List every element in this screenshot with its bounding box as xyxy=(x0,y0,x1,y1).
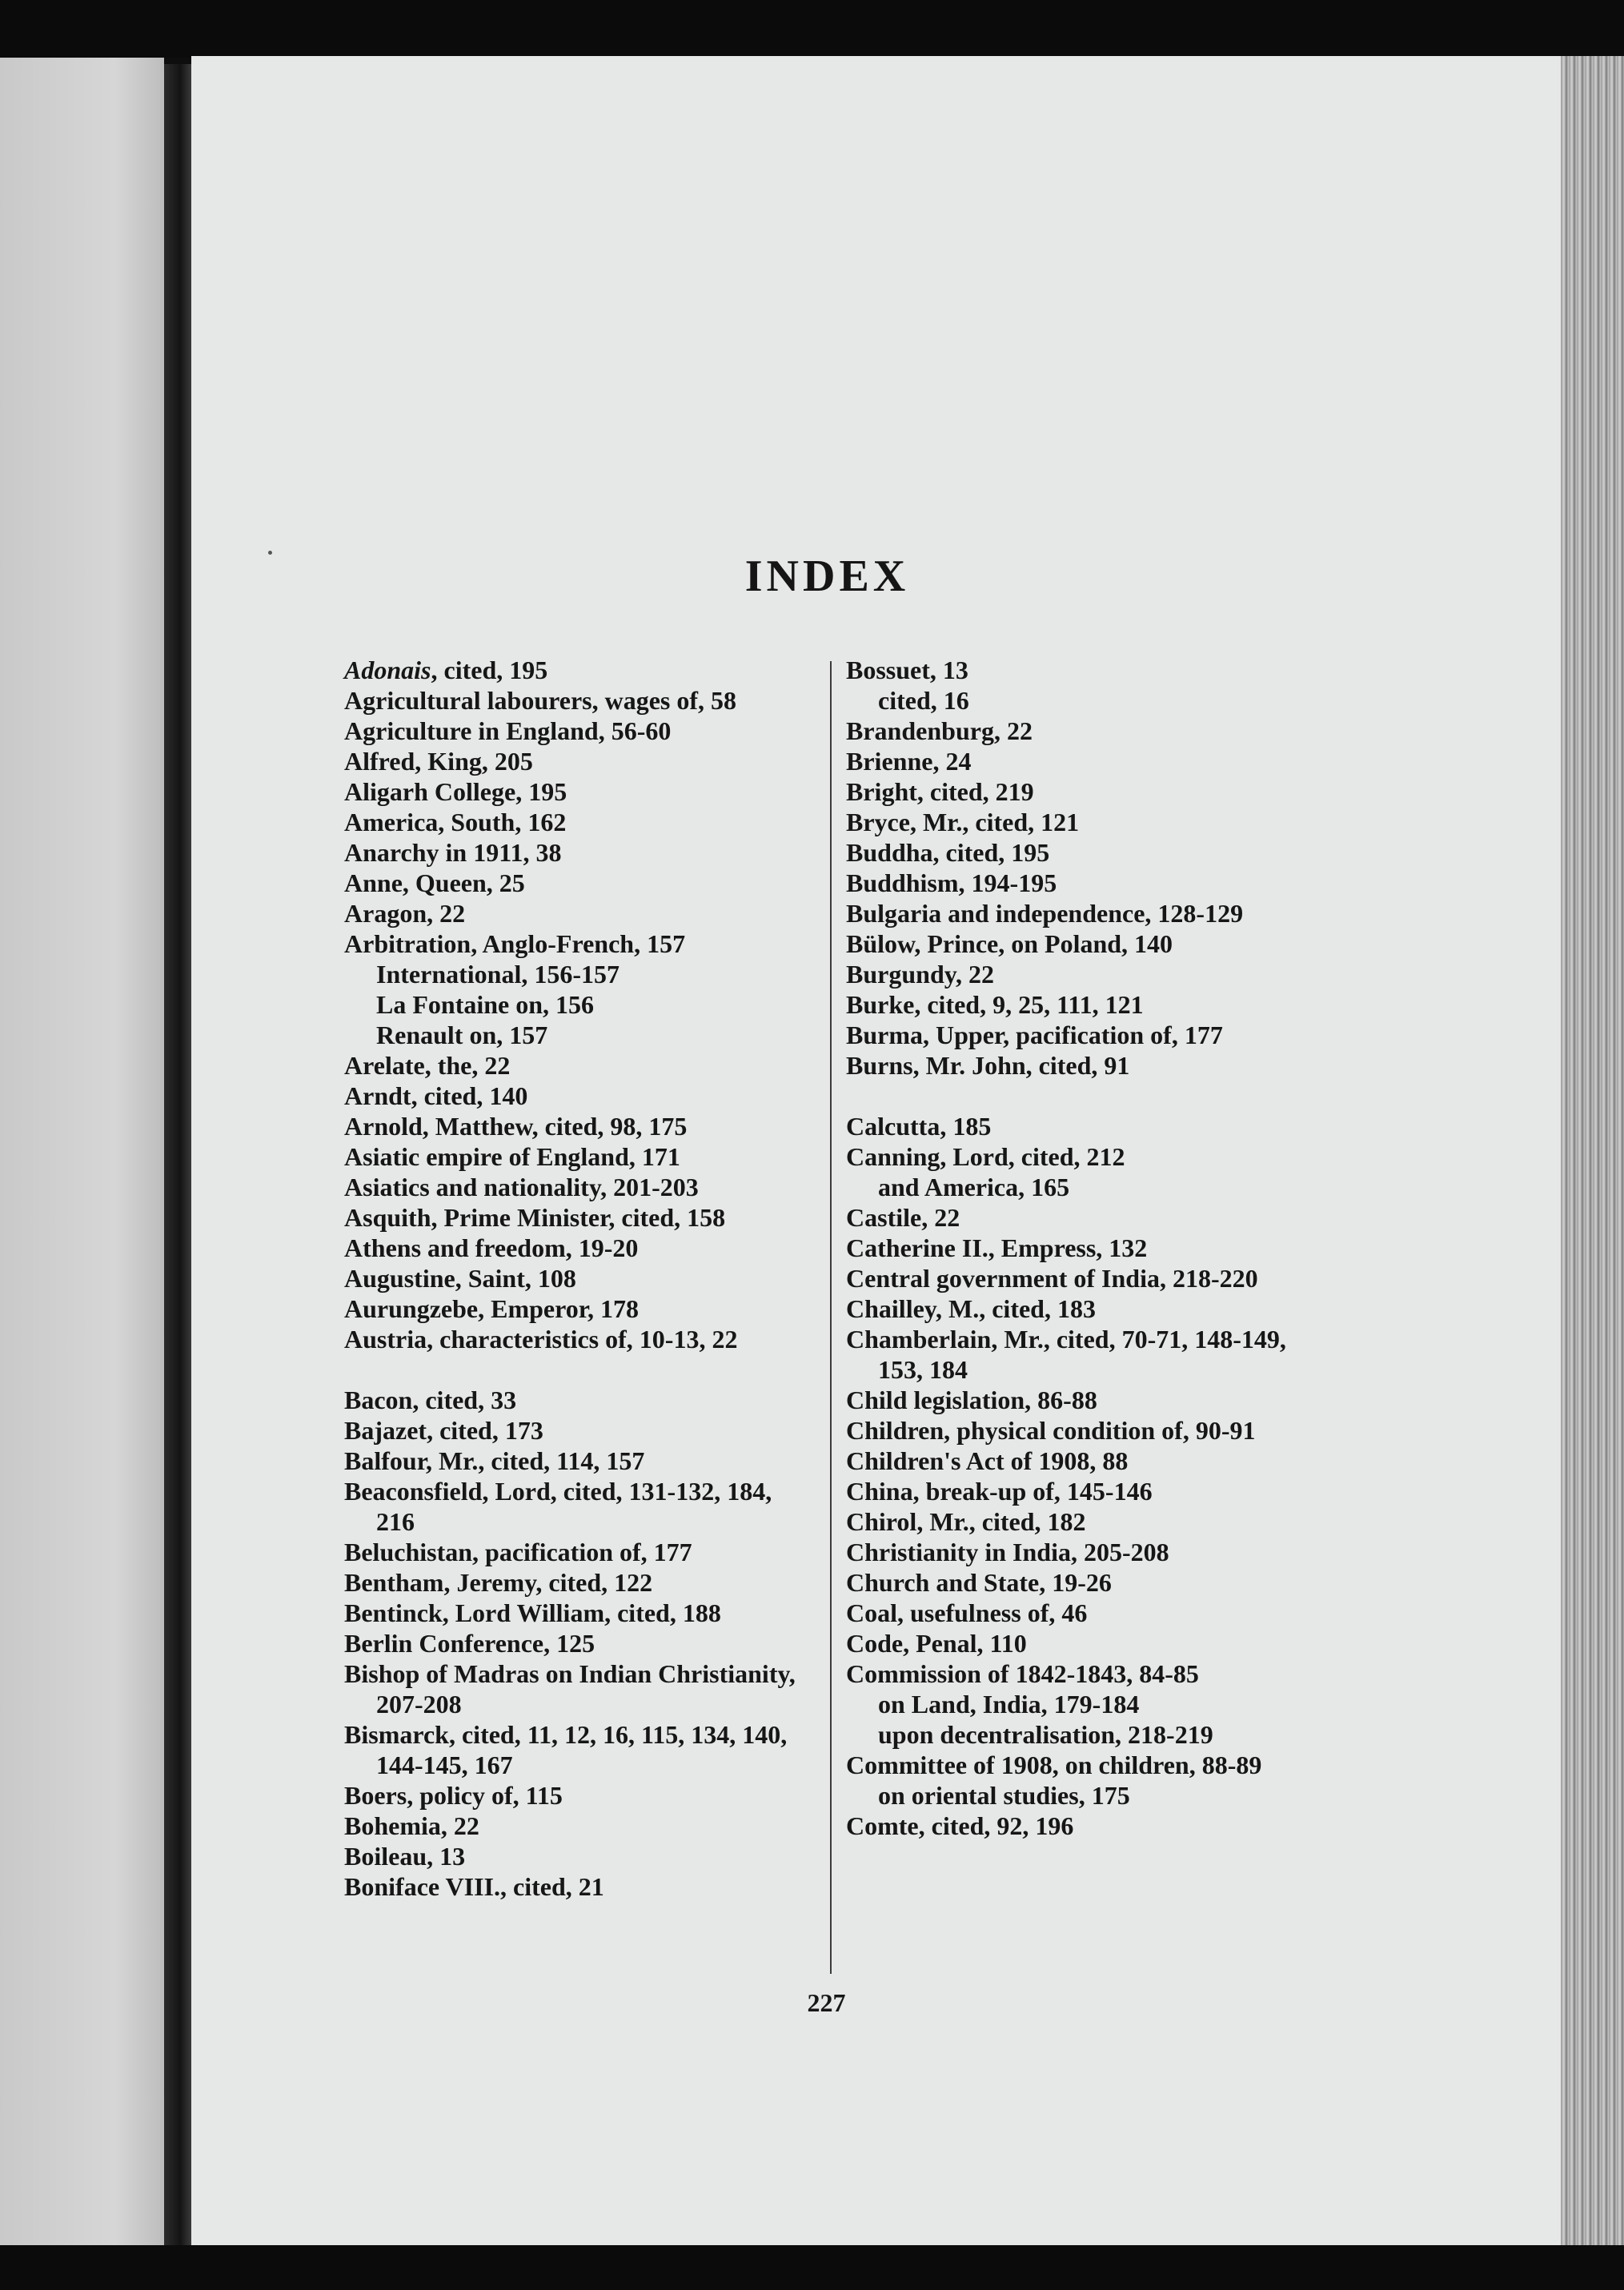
column-divider xyxy=(830,661,832,1974)
index-entry xyxy=(344,928,816,959)
entry-text: cited, 16 xyxy=(878,686,969,715)
entry-text: Brienne, 24 xyxy=(846,747,972,776)
index-entry xyxy=(846,1567,1310,1598)
index-entry xyxy=(846,1293,1310,1324)
entry-text: America, South, 162 xyxy=(344,808,567,836)
index-entry xyxy=(344,1324,816,1354)
index-entry xyxy=(344,1202,816,1233)
index-entry xyxy=(344,1172,816,1202)
entry-italic-title: Adonais xyxy=(344,656,431,684)
page-stack-edge xyxy=(1561,56,1624,2250)
index-entry xyxy=(846,1506,1310,1537)
index-entry xyxy=(846,1719,1310,1750)
index-entry xyxy=(344,807,816,837)
entry-text: Chailley, M., cited, 183 xyxy=(846,1294,1096,1323)
entry-text: Bismarck, cited, 11, 12, 16, 115, 134, 140, 144-145, 167 xyxy=(344,1720,788,1779)
page-number: 227 xyxy=(807,1988,846,2017)
index-entry xyxy=(344,1476,816,1537)
index-entry xyxy=(344,1841,816,1871)
index-entry xyxy=(344,1446,816,1476)
entry-text: Augustine, Saint, 108 xyxy=(344,1264,576,1293)
entry-text: Arelate, the, 22 xyxy=(344,1051,511,1080)
entry-text: China, break-up of, 145-146 xyxy=(846,1477,1153,1506)
index-entry xyxy=(846,898,1310,928)
entry-text: Castile, 22 xyxy=(846,1203,960,1232)
entry-text: Code, Penal, 110 xyxy=(846,1629,1027,1658)
book-gutter xyxy=(164,64,191,2249)
index-entry xyxy=(344,959,816,989)
index-entry xyxy=(846,746,1310,776)
entry-text: Burgundy, 22 xyxy=(846,960,994,989)
entry-text: Beaconsfield, Lord, cited, 131-132, 184, 216 xyxy=(344,1477,772,1536)
index-entry xyxy=(846,1598,1310,1628)
index-entry xyxy=(846,716,1310,746)
entry-text: Alfred, King, 205 xyxy=(344,747,533,776)
entry-text: Burma, Upper, pacification of, 177 xyxy=(846,1021,1223,1049)
entry-text: Central government of India, 218-220 xyxy=(846,1264,1258,1293)
scan-border-bottom xyxy=(0,2245,1624,2290)
index-entry xyxy=(344,746,816,776)
index-entry xyxy=(344,1141,816,1172)
index-entry xyxy=(846,1172,1310,1202)
index-entry xyxy=(846,1233,1310,1263)
index-entry xyxy=(846,989,1310,1020)
entry-text: Renault on, 157 xyxy=(376,1021,548,1049)
index-entry xyxy=(344,898,816,928)
entry-text: Coal, usefulness of, 46 xyxy=(846,1598,1088,1627)
entry-text: Bohemia, 22 xyxy=(344,1811,479,1840)
index-entry xyxy=(344,1111,816,1141)
scan-border-top xyxy=(0,0,1624,58)
index-entry xyxy=(846,655,1310,685)
entry-text: Aragon, 22 xyxy=(344,899,466,928)
index-entry xyxy=(846,1811,1310,1841)
entry-text: Agricultural labourers, wages of, 58 xyxy=(344,686,737,715)
entry-text: Asiatics and nationality, 201-203 xyxy=(344,1173,699,1201)
entry-text: Commission of 1842-1843, 84-85 xyxy=(846,1659,1199,1688)
index-entry xyxy=(344,655,816,685)
entry-text: Balfour, Mr., cited, 114, 157 xyxy=(344,1446,645,1475)
index-entry xyxy=(344,1081,816,1111)
entry-text: Catherine II., Empress, 132 xyxy=(846,1233,1148,1262)
entry-text: Brandenburg, 22 xyxy=(846,716,1033,745)
index-entry xyxy=(846,1141,1310,1172)
index-entry xyxy=(846,1324,1310,1385)
index-entry xyxy=(344,1567,816,1598)
entry-text: Agriculture in England, 56-60 xyxy=(344,716,672,745)
entry-text: Bülow, Prince, on Poland, 140 xyxy=(846,929,1173,958)
index-column-left xyxy=(344,655,816,1902)
entry-text: Berlin Conference, 125 xyxy=(344,1629,595,1658)
entry-text: Bossuet, 13 xyxy=(846,656,968,684)
entry-text: Committee of 1908, on children, 88-89 xyxy=(846,1751,1262,1779)
index-entry xyxy=(846,868,1310,898)
index-entry xyxy=(344,1871,816,1902)
index-entry xyxy=(344,1780,816,1811)
entry-text: Bajazet, cited, 173 xyxy=(344,1416,543,1445)
index-entry xyxy=(846,1537,1310,1567)
entry-text: Boniface VIII., cited, 21 xyxy=(344,1872,604,1901)
index-entry xyxy=(846,1476,1310,1506)
entry-text: Children's Act of 1908, 88 xyxy=(846,1446,1129,1475)
index-entry xyxy=(344,1628,816,1658)
entry-text: Canning, Lord, cited, 212 xyxy=(846,1142,1125,1171)
entry-text: Bryce, Mr., cited, 121 xyxy=(846,808,1080,836)
index-entry xyxy=(846,1750,1310,1780)
index-entry xyxy=(344,1020,816,1050)
index-entry xyxy=(846,1446,1310,1476)
index-entry xyxy=(846,837,1310,868)
entry-text: Child legislation, 86-88 xyxy=(846,1386,1097,1414)
entry-text: Bacon, cited, 33 xyxy=(344,1386,517,1414)
entry-text: Bright, cited, 219 xyxy=(846,777,1034,806)
index-entry xyxy=(846,776,1310,807)
index-entry xyxy=(344,1537,816,1567)
index-entry xyxy=(344,716,816,746)
index-entry xyxy=(846,1658,1310,1689)
entry-text: Arnold, Matthew, cited, 98, 175 xyxy=(344,1112,688,1141)
entry-text: Boers, policy of, 115 xyxy=(344,1781,563,1810)
index-entry xyxy=(344,776,816,807)
entry-text: Chamberlain, Mr., cited, 70-71, 148-149, 153, 184 xyxy=(846,1325,1286,1384)
entry-text: Athens and freedom, 19-20 xyxy=(344,1233,639,1262)
entry-text: Burns, Mr. John, cited, 91 xyxy=(846,1051,1130,1080)
index-entry xyxy=(846,1263,1310,1293)
index-entry xyxy=(344,685,816,716)
entry-text: Anarchy in 1911, 38 xyxy=(344,838,562,867)
index-entry xyxy=(344,1811,816,1841)
index-entry xyxy=(846,1689,1310,1719)
index-entry xyxy=(344,1263,816,1293)
entry-text: La Fontaine on, 156 xyxy=(376,990,595,1019)
entry-text: Austria, characteristics of, 10-13, 22 xyxy=(344,1325,738,1354)
index-entry xyxy=(344,1598,816,1628)
index-column-right xyxy=(846,655,1310,1841)
index-entry xyxy=(846,1415,1310,1446)
entry-text: Bishop of Madras on Indian Christianity, 207-208 xyxy=(344,1659,796,1719)
index-entry xyxy=(846,928,1310,959)
entry-text: Asiatic empire of England, 171 xyxy=(344,1142,680,1171)
index-entry xyxy=(344,1050,816,1081)
page-title: INDEX xyxy=(744,551,910,601)
entry-text: Boileau, 13 xyxy=(344,1842,466,1871)
index-entry xyxy=(846,807,1310,837)
index-entry xyxy=(344,868,816,898)
index-entry xyxy=(344,1719,816,1780)
entry-text: Chirol, Mr., cited, 182 xyxy=(846,1507,1086,1536)
index-entry xyxy=(846,1780,1310,1811)
entry-text: on oriental studies, 175 xyxy=(878,1781,1130,1810)
entry-text: Children, physical condition of, 90-91 xyxy=(846,1416,1256,1445)
entry-text: Bentham, Jeremy, cited, 122 xyxy=(344,1568,653,1597)
index-entry xyxy=(846,1020,1310,1050)
index-entry xyxy=(846,685,1310,716)
index-entry xyxy=(344,1415,816,1446)
index-entry xyxy=(846,1111,1310,1141)
entry-text: Aligarh College, 195 xyxy=(344,777,567,806)
index-entry xyxy=(846,1202,1310,1233)
entry-text: Asquith, Prime Minister, cited, 158 xyxy=(344,1203,726,1232)
entry-text: Christianity in India, 205-208 xyxy=(846,1538,1169,1566)
index-entry xyxy=(846,1050,1310,1081)
index-entry xyxy=(344,837,816,868)
index-entry xyxy=(846,1628,1310,1658)
index-entry xyxy=(344,1293,816,1324)
entry-text: on Land, India, 179-184 xyxy=(878,1690,1140,1719)
facing-page-edge xyxy=(0,58,164,2250)
index-entry xyxy=(344,989,816,1020)
entry-text: Beluchistan, pacification of, 177 xyxy=(344,1538,692,1566)
entry-text: and America, 165 xyxy=(878,1173,1070,1201)
index-entry xyxy=(344,1233,816,1263)
entry-text: Bulgaria and independence, 128-129 xyxy=(846,899,1244,928)
index-entry xyxy=(846,959,1310,989)
entry-text: upon decentralisation, 218-219 xyxy=(878,1720,1213,1749)
entry-text: Arbitration, Anglo-French, 157 xyxy=(344,929,686,958)
entry-text: Bentinck, Lord William, cited, 188 xyxy=(344,1598,721,1627)
entry-text: Church and State, 19-26 xyxy=(846,1568,1112,1597)
entry-text: Buddhism, 194-195 xyxy=(846,868,1057,897)
entry-text: Anne, Queen, 25 xyxy=(344,868,525,897)
entry-text: Calcutta, 185 xyxy=(846,1112,992,1141)
entry-text: Buddha, cited, 195 xyxy=(846,838,1050,867)
entry-text: , cited, 195 xyxy=(431,656,548,684)
index-entry xyxy=(344,1385,816,1415)
index-entry xyxy=(344,1658,816,1719)
entry-text: Arndt, cited, 140 xyxy=(344,1081,528,1110)
entry-text: International, 156-157 xyxy=(376,960,620,989)
entry-text: Comte, cited, 92, 196 xyxy=(846,1811,1074,1840)
entry-text: Burke, cited, 9, 25, 111, 121 xyxy=(846,990,1144,1019)
index-entry xyxy=(846,1385,1310,1415)
entry-text: Aurungzebe, Emperor, 178 xyxy=(344,1294,639,1323)
